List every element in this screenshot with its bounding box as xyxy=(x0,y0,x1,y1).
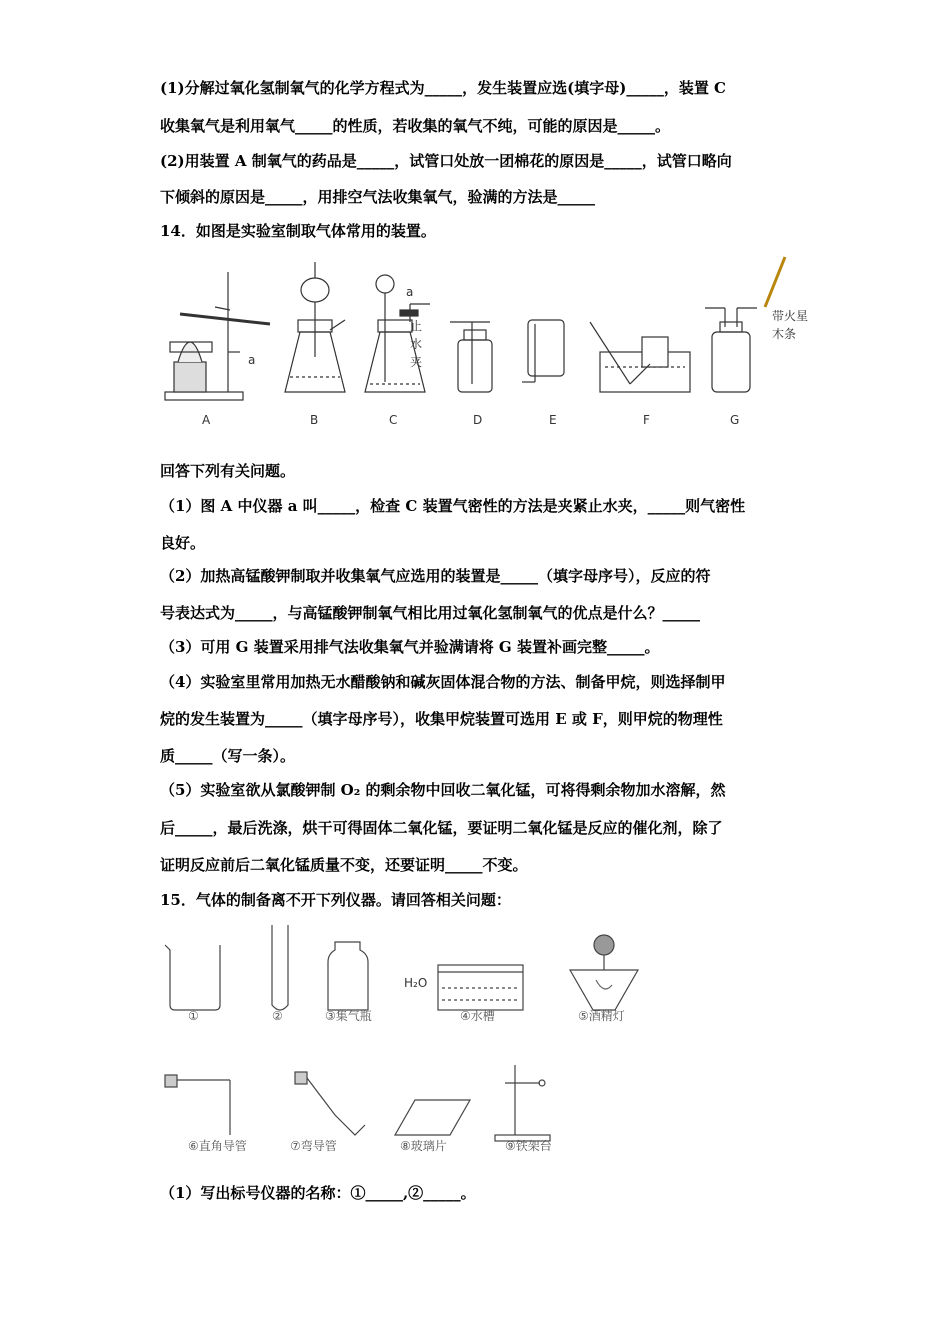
q14-s1-line1: （1）图 A 中仪器 a 叫_____，检查 C 装置气密性的方法是夹紧止水夹，_____则气密性 xyxy=(160,497,746,515)
glass-plate-icon xyxy=(395,1100,470,1135)
caption-2: ② xyxy=(272,1009,283,1023)
caption-8: ⑧玻璃片 xyxy=(400,1139,447,1153)
q14-s5-line2: 后_____，最后洗涤，烘干可得固体二氧化锰，要证明二氧化锰是反应的催化剂，除了 xyxy=(160,819,723,837)
q14-apparatus-figure xyxy=(160,252,840,432)
alcohol-lamp-icon xyxy=(570,935,638,1010)
apparatus-c xyxy=(365,275,430,392)
label-a: A xyxy=(202,413,211,427)
g-note-line1: 带火星 xyxy=(772,309,809,323)
label-c: C xyxy=(389,413,398,427)
caption-7: ⑦弯导管 xyxy=(290,1139,337,1153)
apparatus-d xyxy=(450,322,492,392)
label-f: F xyxy=(643,413,650,427)
q14-s4-line1: （4）实验室里常用加热无水醋酸钠和碱灰固体混合物的方法、制备甲烷，则选择制甲 xyxy=(160,673,726,691)
caption-1: ① xyxy=(188,1009,199,1023)
a-label-a: a xyxy=(248,353,256,367)
q13-part1-line2: 收集氧气是利用氧气_____的性质，若收集的氧气不纯，可能的原因是_____。 xyxy=(160,117,671,135)
caption-9: ⑨铁架台 xyxy=(505,1139,552,1153)
h2o-label: H₂O xyxy=(404,976,428,990)
caption-3: ③集气瓶 xyxy=(325,1009,372,1023)
right-angle-tube-icon xyxy=(165,1075,230,1135)
q14-s5-line3: 证明反应前后二氧化锰质量不变，还要证明_____不变。 xyxy=(160,856,528,874)
q14-s4-line2: 烷的发生装置为_____（填字母序号），收集甲烷装置可选用 E 或 F，则甲烷的物理性 xyxy=(160,710,723,728)
apparatus-b xyxy=(285,262,345,392)
q14-s2-line1: （2）加热高锰酸钾制取并收集氧气应选用的装置是_____（填字母序号），反应的符 xyxy=(160,567,711,585)
label-e: E xyxy=(549,413,557,427)
q14-s3: （3）可用 G 装置采用排气法收集氧气并验满请将 G 装置补画完整_____。 xyxy=(160,638,660,656)
label-b: B xyxy=(310,413,319,427)
gas-jar-icon xyxy=(328,942,368,1010)
apparatus-f xyxy=(590,322,690,392)
caption-5: ⑤酒精灯 xyxy=(578,1009,625,1023)
q15-s1: （1）写出标号仪器的名称：①_____,②_____。 xyxy=(160,1184,476,1202)
a-label-c: a xyxy=(406,285,414,299)
q13-part2-line2: 下倾斜的原因是_____，用排空气法收集氧气，验满的方法是_____ xyxy=(160,188,596,206)
g-note-line2: 木条 xyxy=(772,327,797,341)
q14-s4-line3: 质_____（写一条）。 xyxy=(160,747,296,765)
apparatus-a xyxy=(165,272,270,400)
q15-instruments-figure xyxy=(160,920,660,1155)
caption-4: ④水槽 xyxy=(460,1009,495,1023)
beaker-icon xyxy=(165,945,220,1010)
q14-intro: 回答下列有关问题。 xyxy=(160,462,296,480)
q14-s1-line2: 良好。 xyxy=(160,534,206,552)
water-trough-icon xyxy=(438,965,523,1010)
q14-title: 14．如图是实验室制取气体常用的装置。 xyxy=(160,222,436,240)
iron-stand-icon xyxy=(495,1065,550,1141)
q14-s2-line2: 号表达式为_____，与高锰酸钾制氧气相比用过氧化氢制氧气的优点是什么？_____ xyxy=(160,604,701,622)
q14-s5-line1: （5）实验室欲从氯酸钾制 O₂ 的剩余物中回收二氧化锰，可将得剩余物加水溶解，然 xyxy=(160,781,726,799)
label-g: G xyxy=(730,413,740,427)
label-d: D xyxy=(473,413,483,427)
apparatus-e xyxy=(522,320,564,382)
clamp-char-1: 止 xyxy=(410,319,423,333)
apparatus-g xyxy=(705,257,785,392)
q13-part1-line1: (1)分解过氧化氢制氧气的化学方程式为_____，发生装置应选(填字母)_____，装置 C xyxy=(160,79,726,97)
clamp-char-2: 水 xyxy=(410,337,423,351)
clamp-char-3: 夹 xyxy=(410,355,423,369)
test-tube-icon xyxy=(272,925,288,1010)
caption-6: ⑥直角导管 xyxy=(188,1139,247,1153)
bent-tube-icon xyxy=(295,1072,365,1135)
q13-part2-line1: (2)用装置 A 制氧气的药品是_____，试管口处放一团棉花的原因是_____，试管口略向 xyxy=(160,152,732,170)
q15-title: 15．气体的制备离不开下列仪器。请回答相关问题： xyxy=(160,891,511,909)
